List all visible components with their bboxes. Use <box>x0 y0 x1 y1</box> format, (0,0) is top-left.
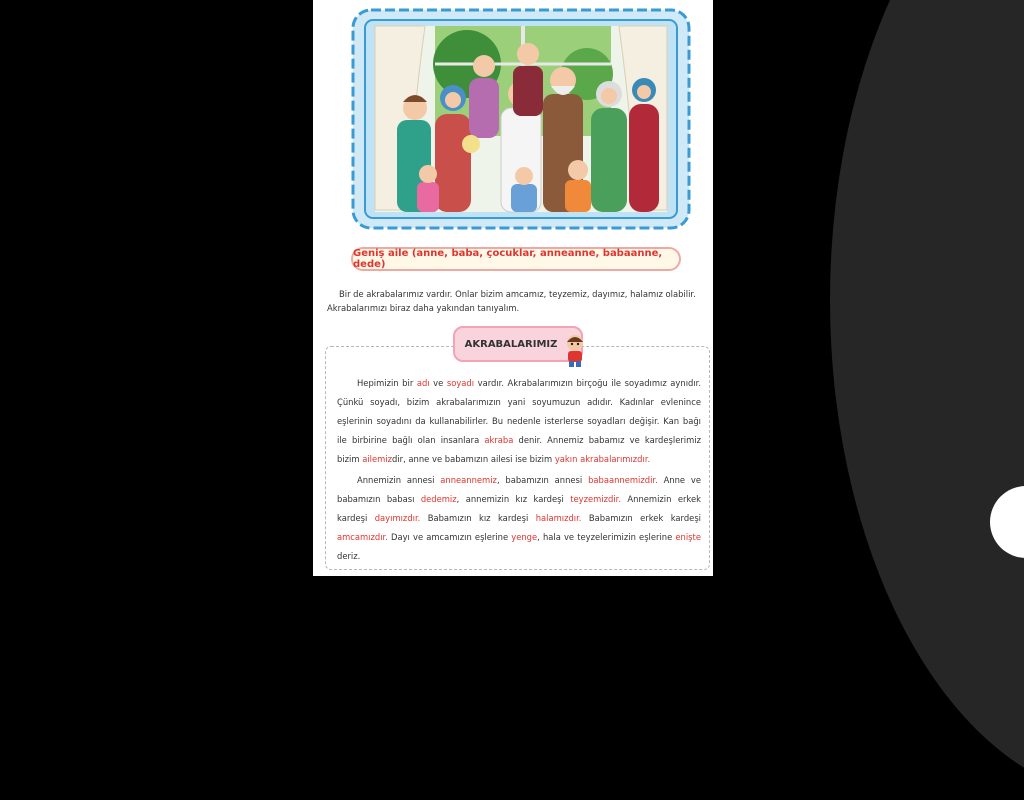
highlighted-term: babaannemizdir. <box>588 475 658 485</box>
background-arc <box>830 0 1024 800</box>
family-illustration <box>347 4 695 234</box>
text-run: , babamızın annesi <box>496 475 589 485</box>
text-run: denir. Annemiz babamız ve kardeşlerimiz bizim <box>337 435 702 464</box>
child-mascot-icon <box>563 334 587 368</box>
highlighted-term: adı <box>416 378 430 388</box>
section-title-label: AKRABALARIMIZ <box>464 338 558 350</box>
text-run: dir, anne ve babamızın ailesi ise bizim <box>392 454 555 464</box>
highlighted-term: amcamızdır. <box>337 532 388 542</box>
text-run: Anne ve babamızın babası <box>337 475 701 504</box>
highlighted-term: anneannemiz <box>440 475 497 485</box>
highlighted-term: dayımızdır. <box>374 513 421 523</box>
text-run: ve <box>429 378 447 388</box>
highlighted-term: dedemiz <box>420 494 457 504</box>
text-run: , hala ve teyzelerimizin eşlerine <box>537 532 676 542</box>
text-run: Annemizin annesi <box>357 475 441 485</box>
paragraph-akraba <box>337 374 701 469</box>
text-run: Annemizin erkek kardeşi <box>337 494 701 523</box>
book-page <box>313 0 713 576</box>
highlighted-term: enişte <box>675 532 701 542</box>
text-run: Babamızın kız kardeşi <box>420 513 536 523</box>
text-run: Dayı ve amcamızın eşlerine <box>387 532 512 542</box>
text-run: Babamızın erkek kardeşi <box>581 513 702 523</box>
highlighted-term: yenge <box>511 532 538 542</box>
text-run: deriz. <box>337 551 361 561</box>
text-run: Hepimizin bir <box>357 378 417 388</box>
highlighted-term: teyzemizdir. <box>570 494 622 504</box>
paragraph-relatives <box>337 471 701 566</box>
highlighted-term: akraba <box>484 435 514 445</box>
section-body <box>337 374 701 568</box>
text-run: vardır. Akrabalarımızın birçoğu ile soyadımız aynıdır. Çünkü soyadı, bizim akrabalarımızın yani soyumuzun adıdır. Kadınlar evlenince eşlerinin soyadını da kullanabilirler. Bu nedenle isterlerse soyadları değişir. Kan bağı ile birbirine bağlı olan insanlara <box>337 378 701 445</box>
image-caption: Geniş aile (anne, baba, çocuklar, anneanne, babaanne, dede) <box>351 247 681 271</box>
highlighted-term: yakın akrabalarımızdır. <box>554 454 651 464</box>
highlighted-term: soyadı <box>446 378 475 388</box>
highlighted-term: ailemiz <box>362 454 393 464</box>
text-run: , annemizin kız kardeşi <box>456 494 571 504</box>
highlighted-term: halamızdır. <box>535 513 582 523</box>
intro-paragraph: Bir de akrabalarımız vardır. Onlar bizim amcamız, teyzemiz, dayımız, halamız olabilir. Akrabalarımızı biraz daha yakından tanıyalım. <box>327 289 696 313</box>
